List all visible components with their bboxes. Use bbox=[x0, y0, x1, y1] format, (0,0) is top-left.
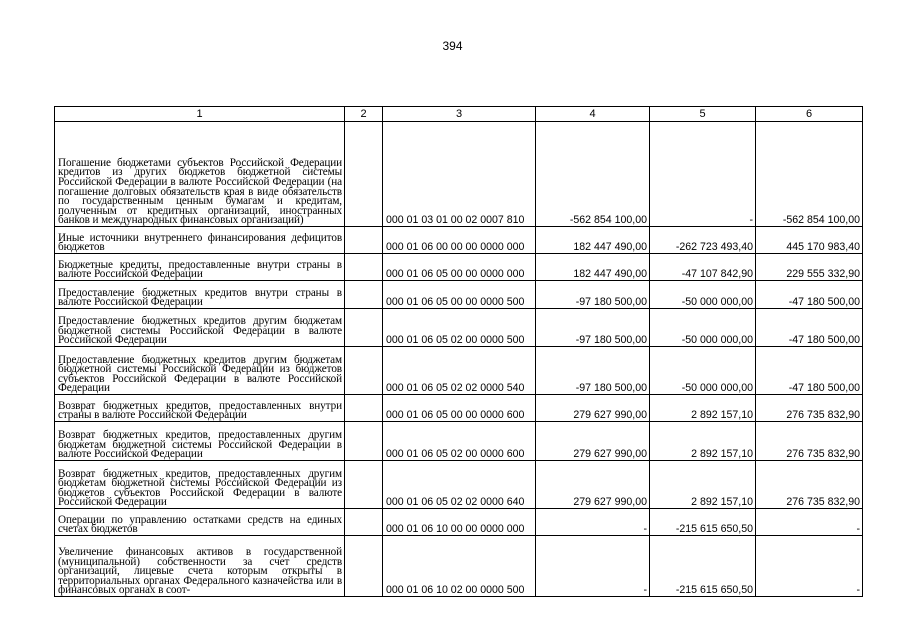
column-header-3: 3 bbox=[383, 107, 536, 122]
row-col4: - bbox=[536, 509, 650, 536]
row-col2 bbox=[345, 227, 383, 254]
row-col5: -262 723 493,40 bbox=[650, 227, 756, 254]
row-col6: -47 180 500,00 bbox=[756, 281, 863, 309]
row-code: 000 01 06 05 00 00 0000 600 bbox=[383, 395, 536, 422]
row-col6: 276 735 832,90 bbox=[756, 422, 863, 461]
row-col5: 2 892 157,10 bbox=[650, 461, 756, 509]
row-col4: 182 447 490,00 bbox=[536, 254, 650, 281]
row-col5: -215 615 650,50 bbox=[650, 509, 756, 536]
row-col6: -562 854 100,00 bbox=[756, 122, 863, 227]
row-description: Иные источники внутреннего финансирования дефицитов бюджетов bbox=[55, 227, 345, 254]
row-col4: 182 447 490,00 bbox=[536, 227, 650, 254]
column-header-6: 6 bbox=[756, 107, 863, 122]
row-code: 000 01 03 01 00 02 0007 810 bbox=[383, 122, 536, 227]
row-col2 bbox=[345, 122, 383, 227]
row-code: 000 01 06 05 00 00 0000 000 bbox=[383, 254, 536, 281]
row-description: Возврат бюджетных кредитов, предоставленных внутри страны в валюте Российской Федерации bbox=[55, 395, 345, 422]
column-header-4: 4 bbox=[536, 107, 650, 122]
row-col6: 229 555 332,90 bbox=[756, 254, 863, 281]
row-description: Предоставление бюджетных кредитов другим бюджетам бюджетной системы Российской Федерации в валюте Российской Федерации bbox=[55, 309, 345, 347]
row-col5: -215 615 650,50 bbox=[650, 536, 756, 597]
row-col4: 279 627 990,00 bbox=[536, 461, 650, 509]
row-col4: 279 627 990,00 bbox=[536, 422, 650, 461]
row-col6: - bbox=[756, 509, 863, 536]
row-code: 000 01 06 05 02 02 0000 640 bbox=[383, 461, 536, 509]
row-code: 000 01 06 05 02 00 0000 500 bbox=[383, 309, 536, 347]
row-code: 000 01 06 05 02 02 0000 540 bbox=[383, 347, 536, 395]
table-row bbox=[55, 309, 863, 347]
row-col6: 445 170 983,40 bbox=[756, 227, 863, 254]
row-code: 000 01 06 10 02 00 0000 500 bbox=[383, 536, 536, 597]
row-code: 000 01 06 05 00 00 0000 500 bbox=[383, 281, 536, 309]
row-code: 000 01 06 05 02 00 0000 600 bbox=[383, 422, 536, 461]
budget-sources-table bbox=[54, 106, 863, 597]
row-col4: -97 180 500,00 bbox=[536, 309, 650, 347]
table-row bbox=[55, 254, 863, 281]
row-col5: - bbox=[650, 122, 756, 227]
column-header-1: 1 bbox=[55, 107, 345, 122]
row-description: Возврат бюджетных кредитов, предоставленных другим бюджетам бюджетной системы Российской Федерации в валюте Российской Федерации bbox=[55, 422, 345, 461]
row-col5: 2 892 157,10 bbox=[650, 422, 756, 461]
table-row bbox=[55, 347, 863, 395]
table-row bbox=[55, 395, 863, 422]
row-col4: 279 627 990,00 bbox=[536, 395, 650, 422]
row-col6: -47 180 500,00 bbox=[756, 309, 863, 347]
row-col4: -97 180 500,00 bbox=[536, 281, 650, 309]
row-description: Возврат бюджетных кредитов, предоставленных другим бюджетам бюджетной системы Российской Федерации из бюджетов субъектов Российской Федерации в валюте Российской Федерации bbox=[55, 461, 345, 509]
row-col4: -97 180 500,00 bbox=[536, 347, 650, 395]
row-description: Увеличение финансовых активов в государственной (муниципальной) собственности за счет средств организаций, лицевые счета которым открыты в территориальных органах Федерального казначейства или в финансовых органах в соот- bbox=[55, 536, 345, 597]
row-code: 000 01 06 10 00 00 0000 000 bbox=[383, 509, 536, 536]
row-col6: 276 735 832,90 bbox=[756, 461, 863, 509]
row-description: Бюджетные кредиты, предоставленные внутри страны в валюте Российской Федерации bbox=[55, 254, 345, 281]
table-row bbox=[55, 536, 863, 597]
page-number: 394 bbox=[442, 39, 463, 53]
row-col2 bbox=[345, 509, 383, 536]
row-col2 bbox=[345, 254, 383, 281]
row-description: Операции по управлению остатками средств на единых счетах бюджетов bbox=[55, 509, 345, 536]
row-col4: - bbox=[536, 536, 650, 597]
row-col6: - bbox=[756, 536, 863, 597]
row-col5: -47 107 842,90 bbox=[650, 254, 756, 281]
column-header-2: 2 bbox=[345, 107, 383, 122]
row-col6: 276 735 832,90 bbox=[756, 395, 863, 422]
row-col2 bbox=[345, 395, 383, 422]
row-col2 bbox=[345, 461, 383, 509]
table-row bbox=[55, 122, 863, 227]
table-row bbox=[55, 509, 863, 536]
table-row bbox=[55, 461, 863, 509]
row-col2 bbox=[345, 281, 383, 309]
column-header-5: 5 bbox=[650, 107, 756, 122]
row-col6: -47 180 500,00 bbox=[756, 347, 863, 395]
row-col2 bbox=[345, 347, 383, 395]
row-col5: -50 000 000,00 bbox=[650, 281, 756, 309]
table-row bbox=[55, 227, 863, 254]
row-col5: 2 892 157,10 bbox=[650, 395, 756, 422]
table-row bbox=[55, 422, 863, 461]
row-col5: -50 000 000,00 bbox=[650, 309, 756, 347]
row-description: Погашение бюджетами субъектов Российской Федерации кредитов из других бюджетов бюджетной системы Российской Федерации в валюте Российской Федерации (на погашение долговых обязательств края в виде обязательств по государственным ценным бумагам и кредитам, полученным от кредитных организаций, иностранных банков и международных финансовых организаций) bbox=[55, 122, 345, 227]
row-col5: -50 000 000,00 bbox=[650, 347, 756, 395]
table-row bbox=[55, 281, 863, 309]
row-col4: -562 854 100,00 bbox=[536, 122, 650, 227]
row-description: Предоставление бюджетных кредитов другим бюджетам бюджетной системы Российской Федерации из бюджетов субъектов Российской Федерации в валюте Российской Федерации bbox=[55, 347, 345, 395]
table-header-row bbox=[55, 107, 863, 122]
row-col2 bbox=[345, 309, 383, 347]
row-col2 bbox=[345, 422, 383, 461]
row-col2 bbox=[345, 536, 383, 597]
row-description: Предоставление бюджетных кредитов внутри страны в валюте Российской Федерации bbox=[55, 281, 345, 309]
row-code: 000 01 06 00 00 00 0000 000 bbox=[383, 227, 536, 254]
